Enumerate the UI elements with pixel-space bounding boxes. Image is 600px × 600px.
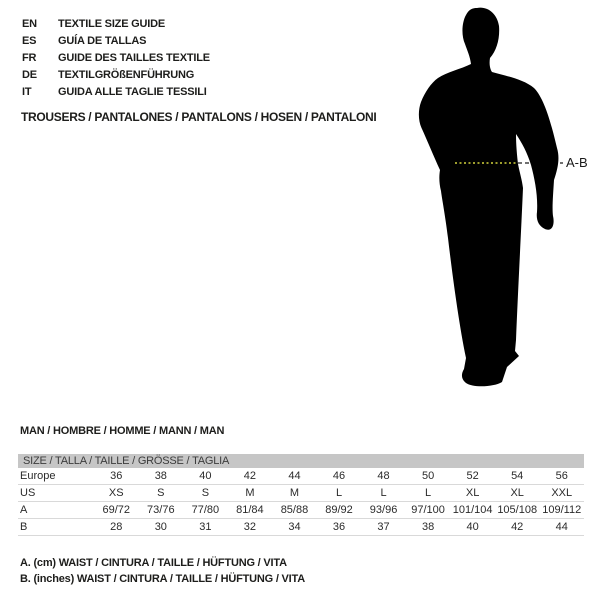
language-list [22,16,210,101]
size-cell: L [335,487,343,499]
size-cell: 37 [377,521,390,533]
size-cell: M [245,487,255,499]
size-cell: 44 [555,521,568,533]
language-row [22,16,210,33]
size-cell: 97/100 [411,504,445,516]
garment-title: TROUSERS / PANTALONES / PANTALONS / HOSEN / PANTALONI [21,110,377,124]
size-cell: 36 [332,521,346,533]
language-label: TEXTILE SIZE GUIDE [58,18,166,30]
size-cell: 109/112 [542,504,582,516]
language-label: GUIDA ALLE TAGLIE TESSILI [58,86,207,98]
size-cell: 42 [511,521,524,533]
size-cell: 69/72 [102,504,131,516]
size-cell: 34 [288,521,301,533]
table-row [18,468,584,485]
size-cell: 73/76 [147,504,175,516]
size-cell: 44 [288,470,301,482]
row-label: A [20,504,28,516]
size-cell: 56 [555,470,568,482]
size-cell: L [425,487,432,499]
size-cell: 46 [332,470,346,482]
figure-area [400,0,600,400]
table-row [18,502,584,519]
size-cell: 36 [110,470,123,482]
size-cell: 89/92 [325,504,353,516]
size-cell: XXL [551,487,573,499]
size-cell: 81/84 [236,504,264,516]
footnotes [20,555,305,587]
size-table [18,454,584,536]
man-silhouette-icon [400,0,600,400]
size-cell: L [380,487,387,499]
size-cell: 28 [110,521,123,533]
size-cell: 85/88 [280,504,309,516]
size-cell: 40 [466,521,479,533]
language-code: DE [22,69,37,81]
size-cell: S [157,487,165,499]
size-cell: 38 [154,470,167,482]
size-cell: 52 [466,470,479,482]
size-cell: M [289,487,300,499]
size-table-body [18,468,584,536]
size-cell: 48 [377,470,390,482]
man-silhouette-path [419,8,559,387]
footnote: A. (cm) WAIST / CINTURA / TAILLE / HÜFTUNG / VITA [20,557,287,569]
language-row [22,67,210,84]
language-label: GUÍA DE TALLAS [58,35,147,47]
size-cell: 40 [199,470,212,482]
language-code: IT [22,86,32,98]
size-cell: 42 [243,470,257,482]
language-code: ES [22,35,37,47]
size-cell: XL [465,487,480,499]
size-cell: 50 [421,470,435,482]
size-cell: 38 [421,521,435,533]
size-cell: S [201,487,210,499]
footnote: B. (inches) WAIST / CINTURA / TAILLE / HÜFTUNG / VITA [20,573,305,585]
language-code: EN [22,18,37,30]
size-cell: 105/108 [497,504,538,516]
size-cell: 54 [511,470,524,482]
language-label: GUIDE DES TAILLES TEXTILE [58,52,210,64]
row-label: B [20,521,28,533]
size-cell: 32 [243,521,257,533]
language-label: TEXTILGRÖßENFÜHRUNG [58,69,195,81]
table-row [18,485,584,502]
size-table-header: SIZE / TALLA / TAILLE / GRÖSSE / TAGLIA [18,454,584,468]
section-title: MAN / HOMBRE / HOMME / MANN / MAN [20,425,225,437]
size-cell: 31 [199,521,212,533]
row-label: Europe [20,470,56,482]
measure-label: A-B [566,155,588,170]
table-row [18,519,584,536]
language-row [22,33,210,50]
row-label: US [20,487,36,499]
size-cell: XL [510,487,524,499]
size-cell: 77/80 [191,504,220,516]
size-cell: 101/104 [452,504,493,516]
language-row [22,84,210,101]
language-code: FR [22,52,37,64]
size-cell: XS [108,487,124,499]
language-row [22,50,210,67]
size-cell: 30 [154,521,167,533]
size-cell: 93/96 [369,504,398,516]
